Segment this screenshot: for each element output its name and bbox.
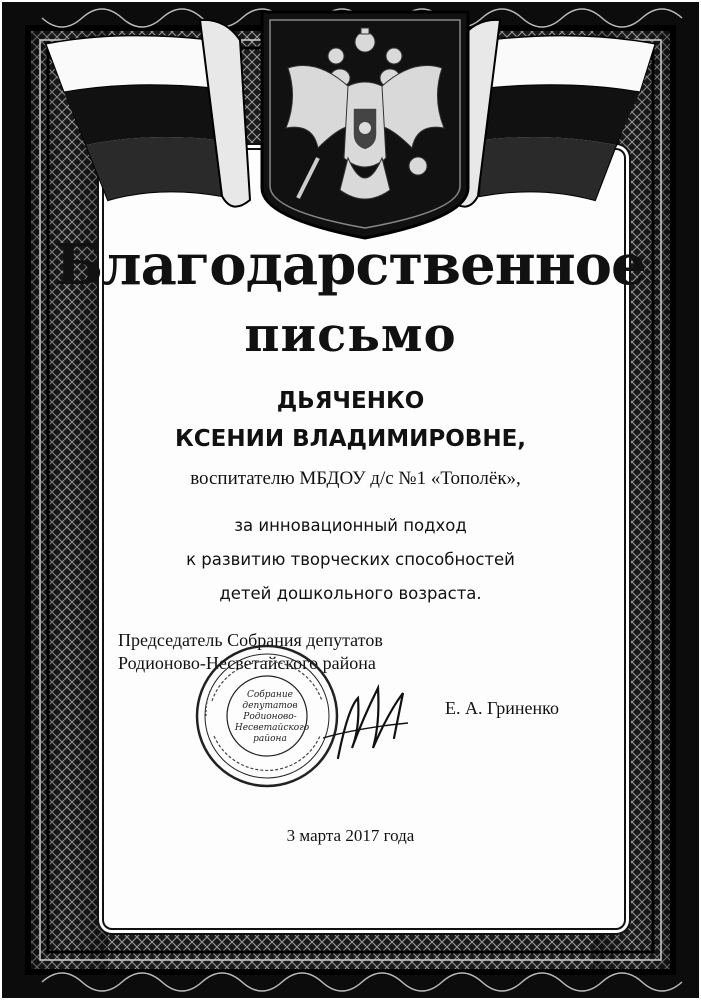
seal-text: Родионово- — [243, 712, 297, 722]
signatory-title: Родионово-Несветайского района — [118, 653, 376, 673]
seal-text: Собрание — [247, 690, 293, 700]
certificate-subtitle: письмо — [244, 307, 457, 363]
handwritten-signature — [318, 668, 418, 768]
signatory-title: Председатель Собрания депутатов — [118, 630, 383, 650]
certificate-title: Благодарственное — [55, 232, 646, 298]
reason-line: детей дошкольного возраста. — [219, 584, 482, 603]
seal-text: Несветайского — [234, 723, 310, 733]
issue-date: 3 марта 2017 года — [286, 826, 415, 845]
recipient-name: КСЕНИИ ВЛАДИМИРОВНЕ, — [174, 426, 527, 452]
seal-text: депутатов — [242, 701, 298, 711]
recipient-position: воспитателю МБДОУ д/с №1 «Тополёк», — [190, 468, 521, 489]
seal-text: района — [253, 734, 287, 744]
reason-line: за инновационный подход — [234, 516, 467, 535]
recipient-surname: ДЬЯЧЕНКО — [276, 388, 425, 414]
signatory-name: Е. А. Гриненко — [445, 698, 559, 718]
reason-line: к развитию творческих способностей — [186, 550, 515, 569]
coat-of-arms-icon — [258, 8, 472, 240]
